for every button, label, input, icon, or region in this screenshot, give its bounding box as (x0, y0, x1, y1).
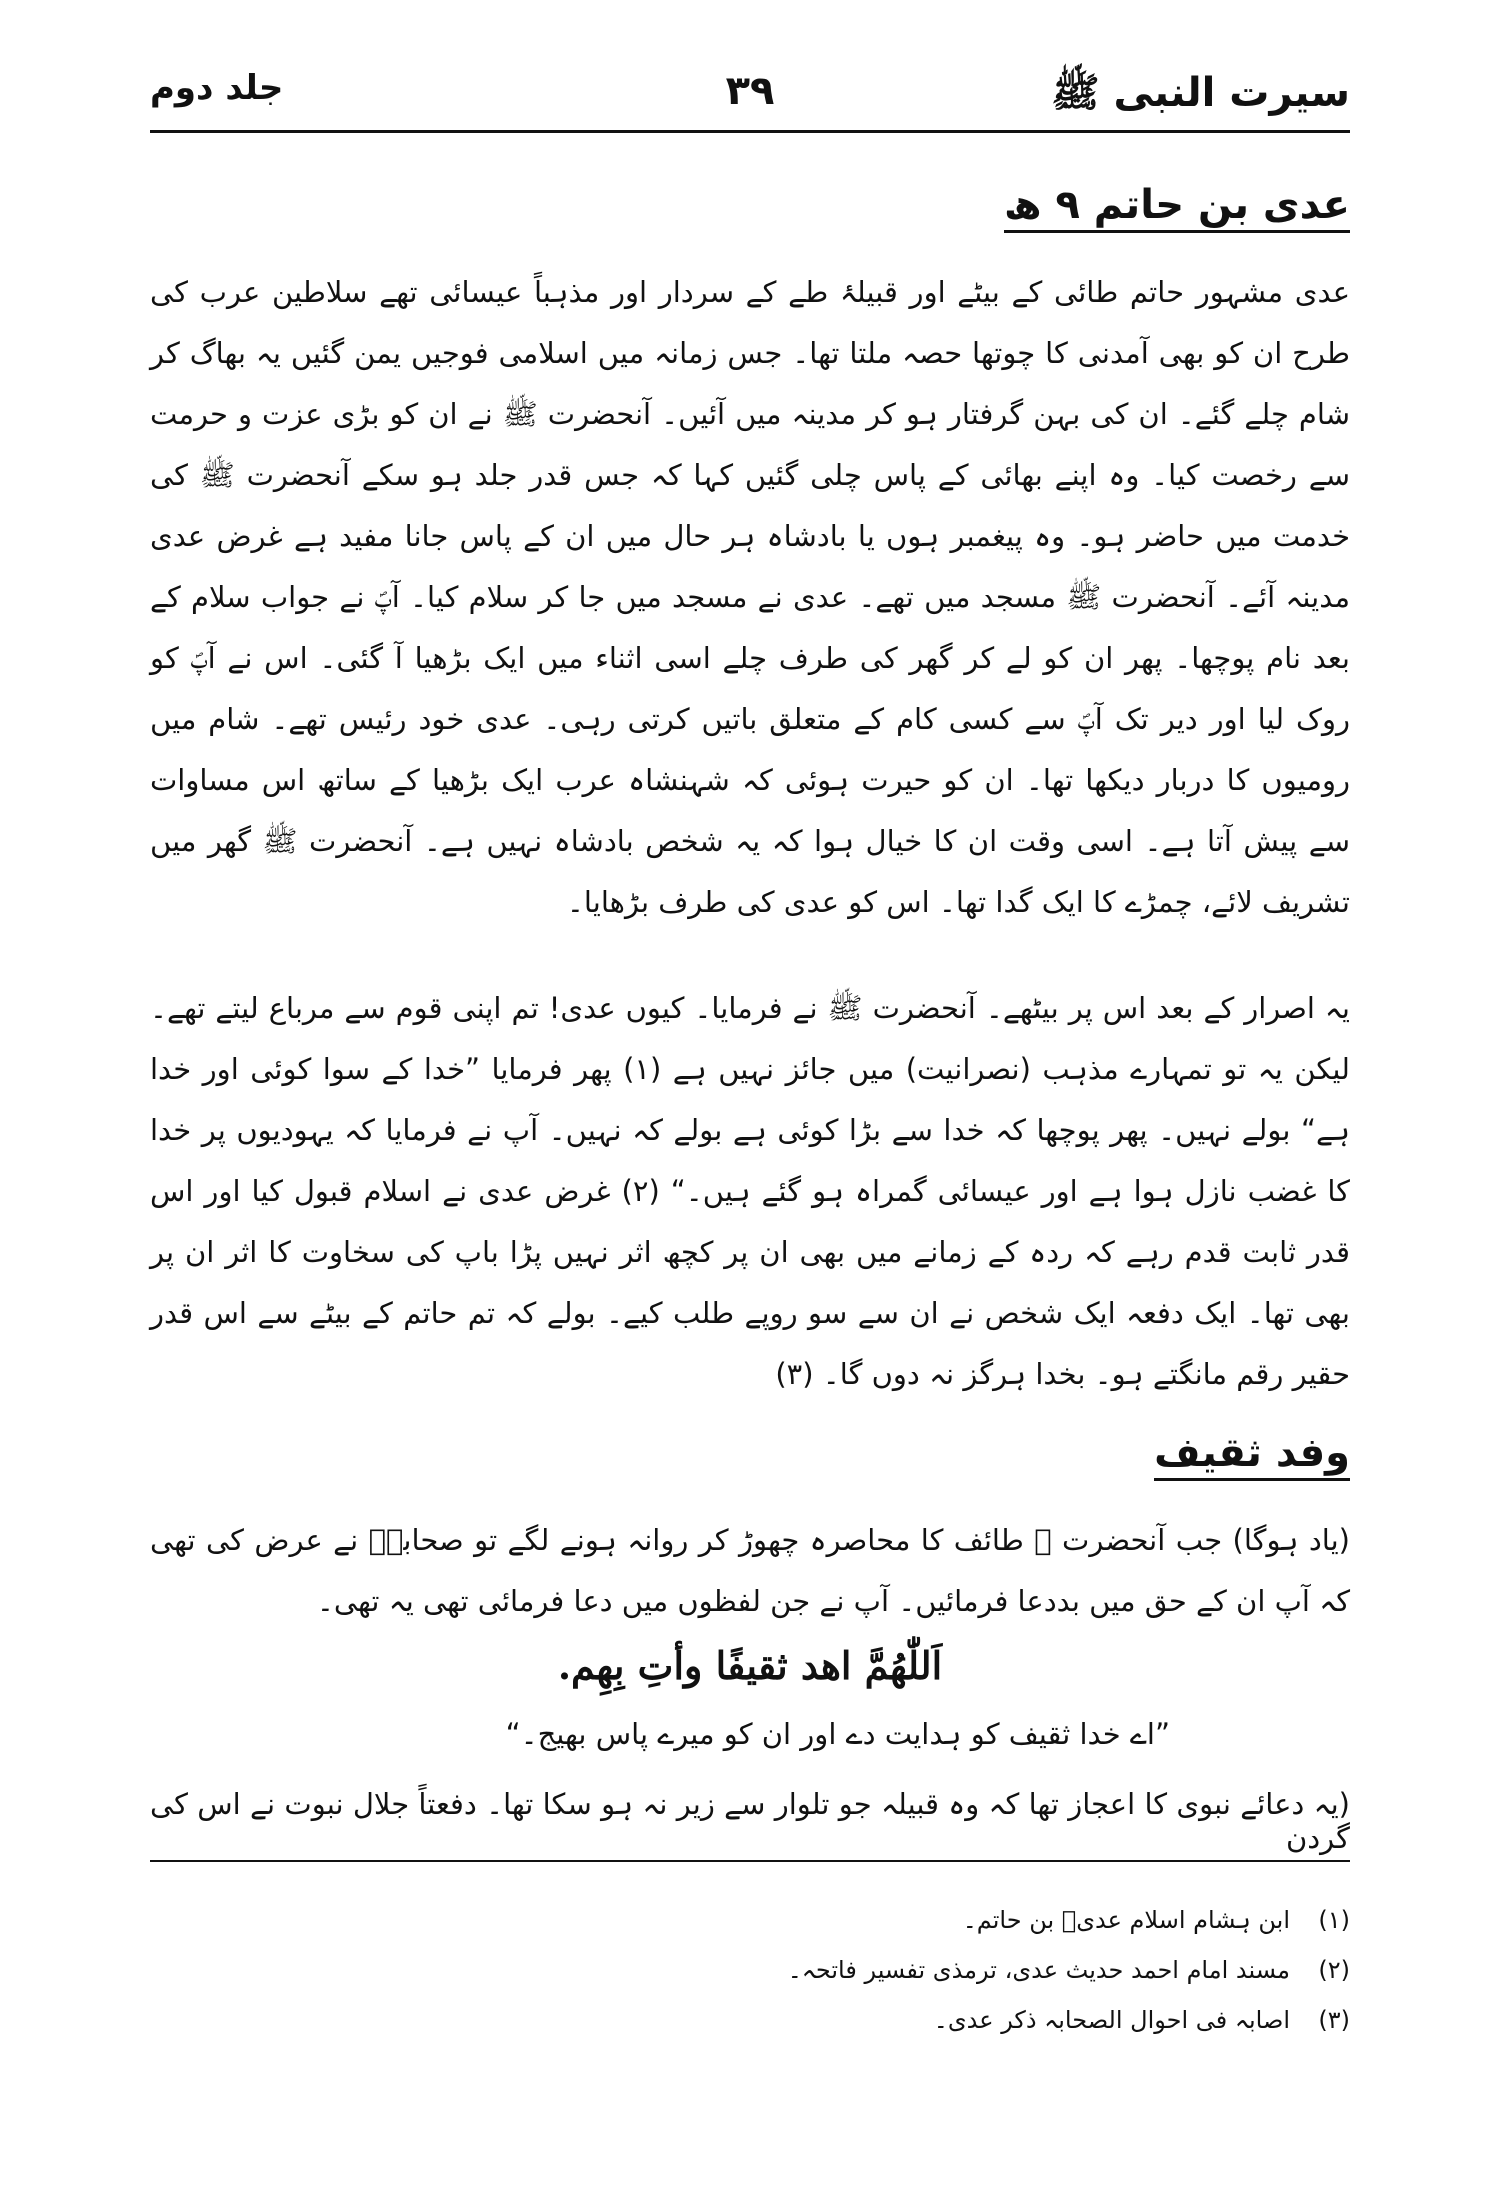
footnote-rule (150, 1860, 1350, 1862)
page-header (150, 60, 1350, 130)
arabic-supplication: اَللّٰھُمَّ اھد ثقیفًا وأتِ بِھِم. (557, 1643, 943, 1688)
header-rule (150, 130, 1350, 133)
page-number: ۳۹ (725, 68, 775, 114)
body-paragraph: (یاد ہوگا) جب آنحضرت ﷺ طائف کا محاصرہ چھوڑ کر روانہ ہونے لگے تو صحابہؓ نے عرض کی تھی کہ آپ ان کے حق میں بددعا فرمائیں۔ آپ نے جن لفظوں میں دعا فرمائی تھی یہ تھی۔ (150, 1523, 1350, 1618)
section-heading-thaqif: وفد ثقیف (1154, 1430, 1350, 1481)
footnote-number: (۳) (1318, 2006, 1350, 2034)
volume-label: جلد دوم (150, 68, 284, 108)
footnote-number: (۲) (1318, 1956, 1350, 1984)
footnote-text: مسند امام احمد حدیث عدی، ترمذی تفسیر فاتحہ۔ (787, 1956, 1290, 1984)
continuation-line: (یہ دعائے نبوی کا اعجاز تھا کہ وہ قبیلہ جو تلوار سے زیر نہ ہو سکا تھا۔ دفعتاً جلال نبوت نے اس کی گردن (150, 1787, 1350, 1855)
footnote-text: اصابہ فی احوال الصحابہ ذکر عدی۔ (933, 2006, 1290, 2034)
footnote (788, 1895, 1350, 1945)
footnote (788, 1945, 1350, 1995)
section-heading-adi: عدی بن حاتم ۹ ھ (1004, 182, 1350, 233)
footnote-text: ابن ہشام اسلام عدیؓ بن حاتم۔ (962, 1906, 1290, 1934)
body-paragraph: یہ اصرار کے بعد اس پر بیٹھے۔ آنحضرت ﷺ نے فرمایا۔ کیوں عدی! تم اپنی قوم سے مرباع لیتے تھے۔ لیکن یہ تو تمہارے مذہب (نصرانیت) میں جائز نہیں ہے (۱) پھر فرمایا ”خدا کے سوا کوئی اور خدا ہے“ بولے نہیں۔ پھر پوچھا کہ خدا سے بڑا کوئی ہے بولے کہ نہیں۔ آپ نے فرمایا کہ یہودیوں پر خدا کا غضب نازل ہوا ہے اور عیسائی گمراہ ہو گئے ہیں۔“ (۲) غرض عدی نے اسلام قبول کیا اور اس قدر ثابت قدم رہے کہ ردہ کے زمانے میں بھی ان پر کچھ اثر نہیں پڑا باپ کی سخاوت کا اثر ان پر بھی تھا۔ ایک دفعہ ایک شخص نے ان سے سو روپے طلب کیے۔ بولے کہ تم حاتم کے بیٹے سے اس قدر حقیر رقم مانگتے ہو۔ بخدا ہرگز نہ دوں گا۔ (۳) (150, 991, 1351, 1391)
footnote-number: (۱) (1318, 1906, 1350, 1934)
translation-quote: ”اے خدا ثقیف کو ہدایت دے اور ان کو میرے پاس بھیج۔“ (505, 1717, 1170, 1751)
running-title: سیرت النبی ﷺ (1051, 70, 1350, 116)
body-paragraph: عدی مشہور حاتم طائی کے بیٹے اور قبیلۂ طے کے سردار اور مذہباً عیسائی تھے سلاطین عرب کی طرح ان کو بھی آمدنی کا چوتھا حصہ ملتا تھا۔ جس زمانہ میں اسلامی فوجیں یمن گئیں یہ بھاگ کر شام چلے گئے۔ ان کی بہن گرفتار ہو کر مدینہ میں آئیں۔ آنحضرت ﷺ نے ان کو بڑی عزت و حرمت سے رخصت کیا۔ وہ اپنے بھائی کے پاس چلی گئیں کہا کہ جس قدر جلد ہو سکے آنحضرت ﷺ کی خدمت میں حاضر ہو۔ وہ پیغمبر ہوں یا بادشاہ ہر حال میں ان کے پاس جانا مفید ہے غرض عدی مدینہ آئے۔ آنحضرت ﷺ مسجد میں تھے۔ عدی نے مسجد میں جا کر سلام کیا۔ آپؐ نے جواب سلام کے بعد نام پوچھا۔ پھر ان کو لے کر گھر کی طرف چلے اسی اثناء میں ایک بڑھیا آ گئی۔ اس نے آپؐ کو روک لیا اور دیر تک آپؐ سے کسی کام کے متعلق باتیں کرتی رہی۔ عدی خود رئیس تھے۔ شام میں رومیوں کا دربار دیکھا تھا۔ ان کو حیرت ہوئی کہ شہنشاہ عرب ایک بڑھیا کے ساتھ اس مساوات سے پیش آتا ہے۔ اسی وقت ان کا خیال ہوا کہ یہ شخص بادشاہ نہیں ہے۔ آنحضرت ﷺ گھر میں تشریف لائے، چمڑے کا ایک گدا تھا۔ اس کو عدی کی طرف بڑھایا۔ (150, 275, 1350, 919)
footnote (788, 1995, 1350, 2045)
footnotes (788, 1895, 1350, 2045)
